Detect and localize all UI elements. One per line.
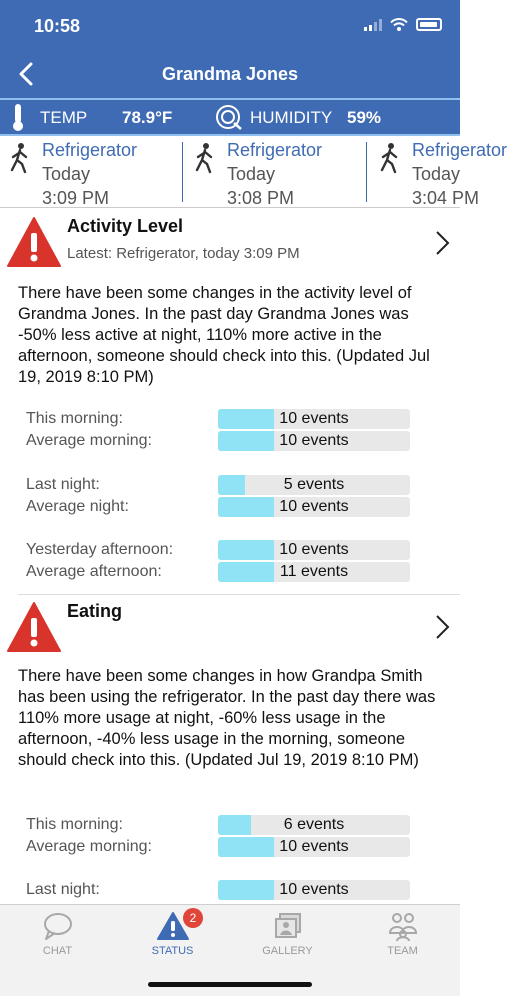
event-bar [218, 475, 410, 495]
sensor-day: Today [42, 164, 91, 184]
notification-badge: 2 [183, 908, 203, 928]
status-time: 10:58 [34, 16, 81, 36]
tab-label: CHAT [42, 945, 73, 957]
sensor-time: 3:08 PM [227, 188, 295, 208]
wifi-icon [390, 18, 408, 31]
gallery-icon [272, 911, 304, 941]
walking-person-icon [378, 142, 402, 174]
walking-person-icon [8, 142, 32, 174]
humidity-gauge-icon [214, 103, 244, 131]
card-description: There have been some changes in how Grandpa Smith has been using the refrigerator. In the past day there was 110% more usage at night, -60% less usage in the afternoon, -40% less usage in the morning, someone should check into this. (Updated Jul 19, 2019 8:10 PM) [18, 667, 436, 769]
warning-triangle-icon [6, 216, 62, 268]
card-title: Activity Level [67, 216, 184, 236]
temp-value: 78.9°F [122, 108, 173, 127]
card-description: There have been some changes in the activity level of Grandma Jones. In the past day Grandma Jones was -50% less active at night, 110% more active in the afternoon, someone should check into this. (Updated Jul 19, 2019 8:10 PM) [18, 284, 430, 386]
chevron-right-icon[interactable] [434, 230, 450, 256]
card-subtitle: Latest: Refrigerator, today 3:09 PM [67, 245, 300, 262]
event-bar [218, 409, 410, 429]
event-bar [218, 815, 410, 835]
sensor-name: Refrigerator [42, 140, 138, 160]
event-bar [218, 837, 410, 857]
environment-bar [0, 98, 460, 136]
row-label: This morning: [26, 410, 123, 427]
divider [366, 142, 367, 202]
chat-bubble-icon [42, 911, 74, 941]
event-count: 10 events [279, 541, 349, 558]
home-indicator [148, 982, 312, 987]
row-label: Yesterday afternoon: [26, 541, 174, 558]
row-label: Average afternoon: [26, 563, 162, 580]
card-title: Eating [67, 601, 123, 621]
signal-icon [364, 19, 382, 31]
sensor-day: Today [227, 164, 276, 184]
humidity-label: HUMIDITY [250, 108, 333, 127]
event-count: 10 events [279, 410, 349, 427]
event-bar [218, 562, 410, 582]
battery-icon [416, 18, 442, 31]
sensor-name: Refrigerator [412, 140, 507, 160]
event-bar [218, 431, 410, 451]
page-title: Grandma Jones [161, 64, 299, 84]
temp-label: TEMP [40, 108, 88, 127]
alert-card-eating[interactable] [0, 595, 460, 904]
event-bar [218, 880, 410, 900]
event-count: 10 events [279, 881, 349, 898]
sensor-strip[interactable] [0, 136, 507, 208]
tab-label: TEAM [387, 945, 418, 957]
event-count: 11 events [279, 563, 349, 580]
event-count: 10 events [279, 498, 349, 515]
sensor-day: Today [412, 164, 461, 184]
tab-gallery[interactable] [230, 905, 345, 965]
event-count: 10 events [279, 432, 349, 449]
event-count: 10 events [279, 838, 349, 855]
event-bar [218, 497, 410, 517]
team-icon [386, 911, 420, 941]
tab-label: STATUS [151, 945, 194, 957]
chevron-right-icon[interactable] [434, 614, 450, 640]
row-label: Average morning: [26, 432, 152, 449]
sensor-time: 3:04 PM [412, 188, 480, 208]
nav-bar [0, 50, 460, 98]
row-label: Last night: [26, 476, 100, 493]
tab-label: GALLERY [262, 945, 313, 957]
event-count: 5 events [283, 476, 345, 493]
status-icons [364, 18, 442, 31]
humidity-value: 59% [347, 108, 382, 127]
row-label: Last night: [26, 881, 100, 898]
sensor-name: Refrigerator [227, 140, 323, 160]
divider [182, 142, 183, 202]
event-count: 6 events [283, 816, 345, 833]
warning-triangle-icon [6, 601, 62, 653]
row-label: This morning: [26, 816, 123, 833]
tab-team[interactable] [345, 905, 460, 965]
tab-status[interactable] [115, 905, 230, 965]
event-bar [218, 540, 410, 560]
tab-chat[interactable] [0, 905, 115, 965]
sensor-time: 3:09 PM [42, 188, 110, 208]
row-label: Average morning: [26, 838, 152, 855]
walking-person-icon [193, 142, 217, 174]
alert-card-activity[interactable] [0, 208, 460, 594]
thermometer-icon [10, 102, 26, 132]
status-bar [0, 0, 460, 50]
row-label: Average night: [26, 498, 129, 515]
